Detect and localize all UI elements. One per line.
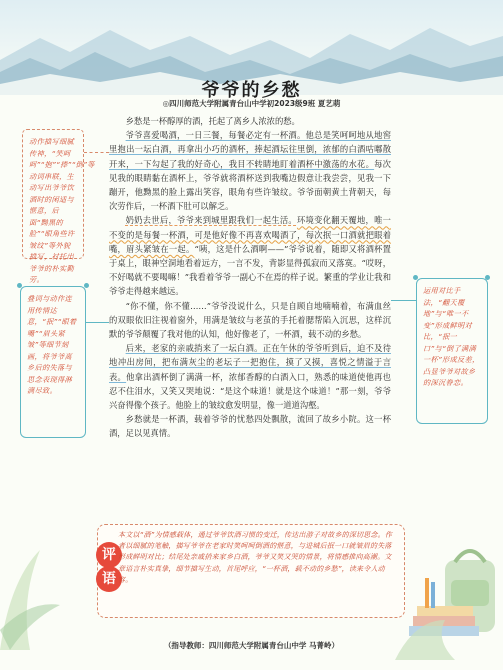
note-pin-icon <box>84 283 89 288</box>
body-paragraph <box>109 341 391 412</box>
school-bag-books-illustration <box>395 520 503 660</box>
paragraph-segment: 环境变化翻天覆地，唯一不变的是每餐一杯酒，可是他好像不再喜欢喝酒了，每次抿一口酒就把眼着嘴，眉头紧皱在一起。 <box>109 215 391 254</box>
paragraph-segment: 他拿出酒杯倒了满满一杯，浓郁香醇的白酒入口，熟悉的味道使他再也忍不住泪水，又笑又哭地说：“是这个味道！就是这个味道！”那一刻，爷爷兴奋得像个孩子。他脸上的皱纹愈发明显，像一道道沟壑。 <box>109 371 391 411</box>
note-pin-icon <box>413 275 418 280</box>
body-paragraph <box>109 299 391 342</box>
paragraph-segment: 乡愁就是一杯酒，载着爷爷的忧愁四处飘散，流回了故乡小院。这一杯酒，足以见真情。 <box>109 414 391 439</box>
article-title: 爷爷的乡愁 <box>201 80 302 101</box>
paragraph-segment: 奶奶去世后，爷爷来到城里跟我们一起生活。 <box>125 215 297 226</box>
body-paragraph <box>109 128 391 213</box>
margin-note-left-middle <box>20 286 86 438</box>
comment-seal-badge: 评 <box>96 542 122 568</box>
note-leader-line <box>84 152 109 153</box>
paragraph-segment: “咦，这是什么酒啊——”爷爷说着，随即又将酒杯置于桌上，眼神空洞地看着远方，一言不发，背影显得孤寂而又落寞。“哎呀，不好喝就不要喝嘛！”我看着爷爷一副心不在焉的样子说。繁重的学业让我和爷爷走得越来越远。 <box>109 243 391 297</box>
note-leader-line <box>86 322 109 323</box>
body-paragraph <box>109 213 391 298</box>
margin-note-right <box>416 278 488 424</box>
comment-seal-badge: 语 <box>96 566 122 592</box>
margin-note-left-top <box>22 129 95 284</box>
note-pin-icon <box>17 283 22 288</box>
body-paragraph <box>109 114 391 128</box>
note-pin-icon <box>485 275 490 280</box>
paragraph-segment: 后来，老家的亲戚捎来了一坛白酒。正在午休的爷爷听到后，迫不及待地冲出房间，把布满灰尘的老坛子一把抱住，摸了又摸，喜悦之情溢于言表。 <box>109 343 391 382</box>
margin-note-text: 动作描写细腻传神，“笑呵呵”“抱”“捧”“倒”等动词串联，生动写出爷爷饮酒时的闲适与惬意，后面“黝黑的脸”“眼角些许皱纹”等外貌描写，衬托出爷爷的朴实勤劳。 <box>29 137 95 284</box>
author-byline: ◎四川师范大学附属青台山中学初2023级9班 夏艺萌 <box>162 99 341 108</box>
teacher-comment-text: 本文以“酒”为情感载体，通过爷爷饮酒习惯的变迁，传达出游子对故乡的深切思念。作者以细腻的笔触，描写爷爷在老家时笑呵呵倒酒的惬意，与进城后抿一口就皱眉的失落形成鲜明对比；结尾处亲戚捎来家乡白酒，爷爷又笑又哭的情景，将情感推向高潮。文章语言朴实真挚，细节描写生动，首尾呼应，“一杯酒，载不动的乡愁”，读来令人动容。 <box>118 531 393 584</box>
margin-note-text: 运用对比手法，“翻天覆地”与“唯一不变”形成鲜明对比，“抿一口”与“倒了满满一杯”形成反差，凸显爷爷对故乡的深沉眷恋。 <box>423 286 480 387</box>
note-leader-line <box>391 300 416 301</box>
body-paragraph <box>109 412 391 440</box>
leaf-decoration-icon <box>0 430 100 650</box>
paragraph-segment: 乡愁是一杯醇厚的酒，托起了离乡人浓浓的愁。 <box>125 116 300 126</box>
margin-note-text: 叠词与动作连用传情达意，“抿”“眼着嘴”“眉头紧皱”等细节刻画，将爷爷离乡后的失落与思念表现得淋漓尽致。 <box>27 294 77 395</box>
article-body <box>109 114 391 441</box>
advisor-footer: （指导教师：四川师范大学附属青台山中学 马菁岭） <box>163 641 340 650</box>
paragraph-segment: “你不懂，你不懂……”爷爷没说什么，只是自顾自地喃喃着，布满血丝的双眼依旧注视着窗外，用满是皱纹与老茧的手托着腮帮陷入沉思，这样沉默的爷爷颠覆了我对他的认知，他好像老了，一杯酒，载不动的乡愁。 <box>109 300 391 340</box>
paragraph-segment: 爷爷喜爱喝酒，一日三餐，每餐必定有一杯酒。他总是笑呵呵地从地窖里抱出一坛白酒，再拿出小巧的酒杯，捧起酒坛往里倒，浓郁的白酒咕嘟散开来，一下勾起了我的好奇心，我目不转睛地盯着酒杯中激荡的水花。 <box>109 130 391 169</box>
paragraph-segment: 每次见我的眼睛黏在酒杯上，爷爷就将酒杯送到我嘴边假意让我尝尝，见我一下蹦开，他黝黑的脸上露出笑容，眼角有些许皱纹。爷爷面朝黄土背朝天，每次劳作后，一杯酒下肚可以解乏。 <box>109 158 391 212</box>
